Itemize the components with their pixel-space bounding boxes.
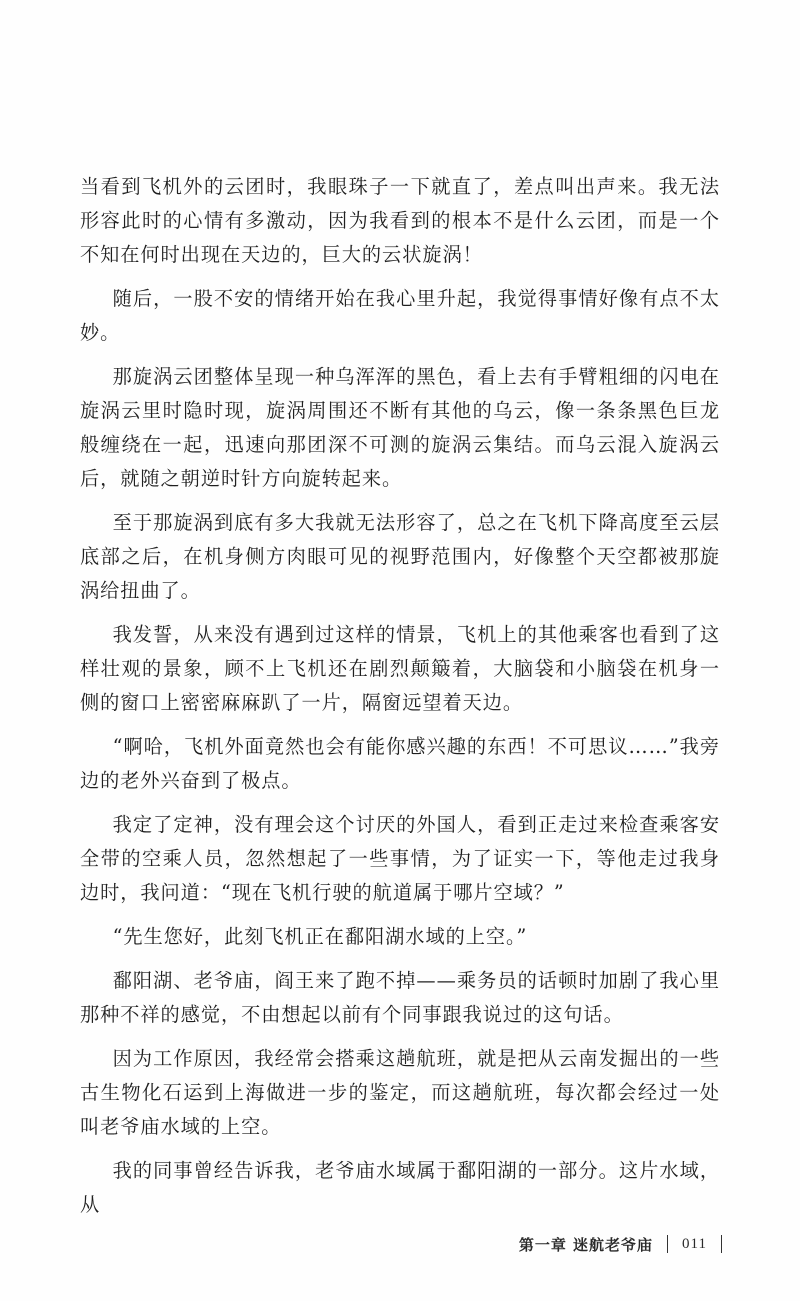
- paragraph: 我的同事曾经告诉我，老爷庙水域属于鄱阳湖的一部分。这片水域，从: [80, 1159, 720, 1216]
- running-footer: [519, 1232, 722, 1256]
- paragraph: 因为工作原因，我经常会搭乘这趟航班，就是把从云南发掘出的一些古生物化石运到上海做进一步的鉴定，而这趟航班，每次都会经过一处叫老爷庙水域的上空。: [80, 1047, 720, 1138]
- page-number: 011: [682, 1235, 707, 1252]
- paragraph: 至于那旋涡到底有多大我就无法形容了，总之在飞机下降高度至云层底部之后，在机身侧方肉眼可见的视野范围内，好像整个天空都被那旋涡给扭曲了。: [80, 511, 720, 602]
- paragraph: 随后，一股不安的情绪开始在我心里升起，我觉得事情好像有点不太妙。: [80, 287, 720, 344]
- paragraph: 我定了定神，没有理会这个讨厌的外国人，看到正走过来检查乘客安全带的空乘人员，忽然想起了一些事情，为了证实一下，等他走过我身边时，我问道：“现在飞机行驶的航道属于哪片空域？”: [80, 813, 720, 904]
- body-text: [80, 170, 720, 1232]
- paragraph: “啊哈，飞机外面竟然也会有能你感兴趣的东西！不可思议……”我旁边的老外兴奋到了极点。: [80, 735, 720, 792]
- paragraph: 我发誓，从来没有遇到过这样的情景，飞机上的其他乘客也看到了这样壮观的景象，顾不上飞机还在剧烈颠簸着，大脑袋和小脑袋在机身一侧的窗口上密密麻麻趴了一片，隔窗远望着天边。: [80, 623, 720, 714]
- paragraph: 当看到飞机外的云团时，我眼珠子一下就直了，差点叫出声来。我无法形容此时的心情有多激动，因为我看到的根本不是什么云团，而是一个不知在何时出现在天边的，巨大的云状旋涡！: [80, 175, 720, 266]
- paragraph: 那旋涡云团整体呈现一种乌浑浑的黑色，看上去有手臂粗细的闪电在旋涡云里时隐时现，旋涡周围还不断有其他的乌云，像一条条黑色巨龙般缠绕在一起，迅速向那团深不可测的旋涡云集结。而乌云混入旋涡云后，就随之朝逆时针方向旋转起来。: [80, 365, 720, 490]
- chapter-title: 第一章 迷航老爷庙: [518, 1235, 654, 1254]
- paragraph: 鄱阳湖、老爷庙，阎王来了跑不掉——乘务员的话顿时加剧了我心里那种不祥的感觉，不由想起以前有个同事跟我说过的这句话。: [80, 969, 720, 1026]
- footer-divider-left: [667, 1235, 668, 1253]
- footer-divider-right: [721, 1235, 722, 1253]
- paragraph: “先生您好，此刻飞机正在鄱阳湖水域的上空。”: [112, 925, 528, 948]
